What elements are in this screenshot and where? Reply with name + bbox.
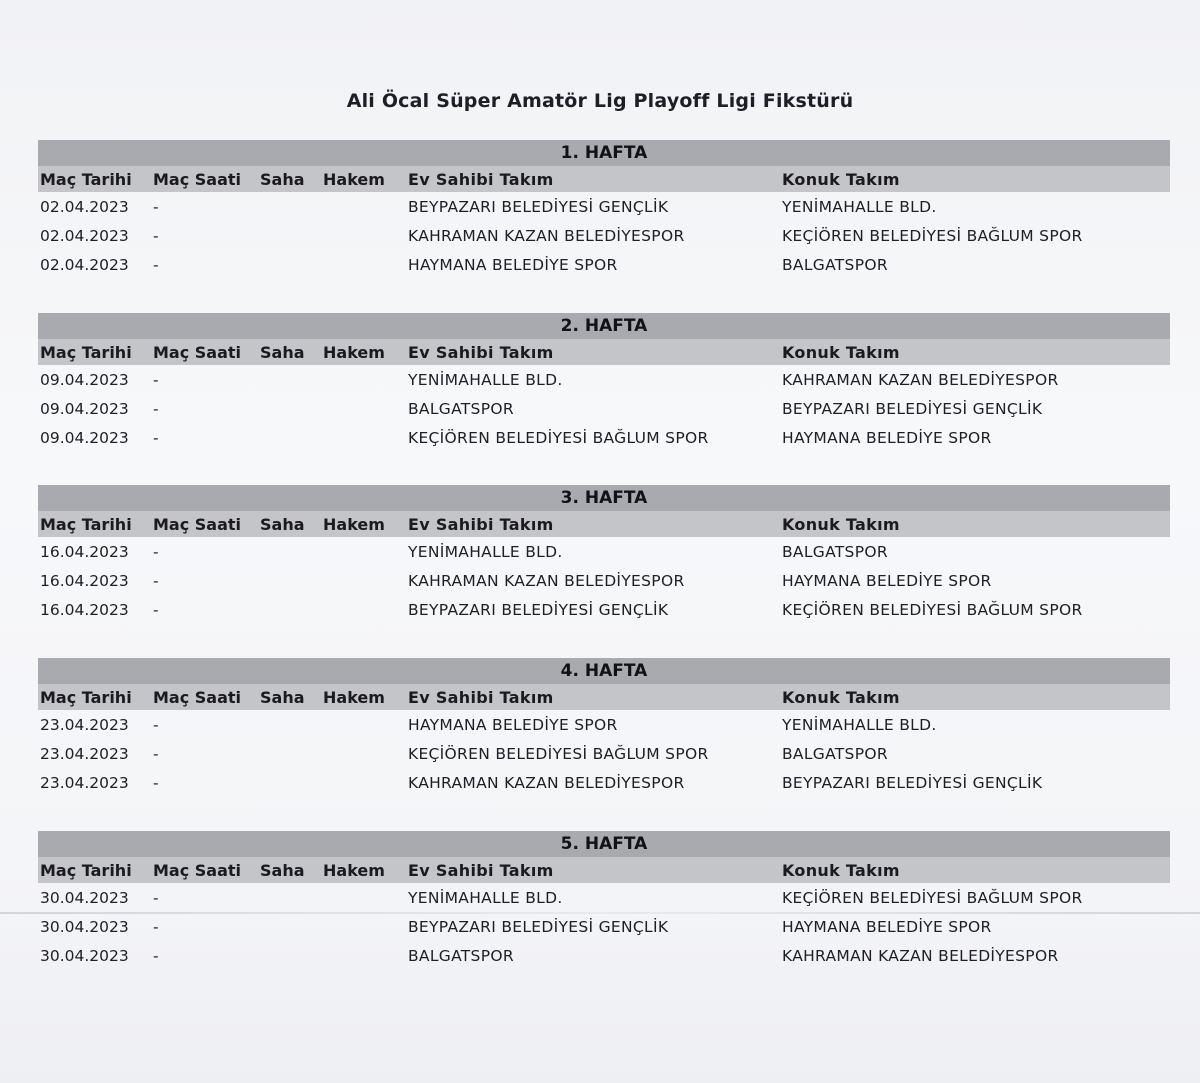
header-home-team: Ev Sahibi Takım [408, 860, 554, 880]
week-section [38, 313, 1170, 452]
week-title: 5. HAFTA [38, 831, 1170, 857]
match-row [38, 883, 1170, 912]
week-section [38, 140, 1170, 279]
header-match-time: Maç Saati [153, 514, 242, 534]
header-field: Saha [260, 860, 305, 880]
header-match-date: Maç Tarihi [40, 169, 132, 189]
home-team: BALGATSPOR [408, 399, 514, 418]
match-row [38, 250, 1170, 279]
match-date: 23.04.2023 [40, 715, 129, 734]
home-team: KEÇİÖREN BELEDİYESİ BAĞLUM SPOR [408, 428, 709, 447]
match-row [38, 912, 1170, 941]
header-away-team: Konuk Takım [782, 514, 900, 534]
match-time: - [153, 917, 159, 936]
away-team: KAHRAMAN KAZAN BELEDİYESPOR [782, 946, 1059, 965]
header-referee: Hakem [323, 169, 385, 189]
week-title: 4. HAFTA [38, 658, 1170, 684]
header-home-team: Ev Sahibi Takım [408, 687, 554, 707]
home-team: HAYMANA BELEDİYE SPOR [408, 715, 618, 734]
home-team: KAHRAMAN KAZAN BELEDİYESPOR [408, 773, 685, 792]
match-time: - [153, 888, 159, 907]
match-time: - [153, 370, 159, 389]
home-team: BEYPAZARI BELEDİYESİ GENÇLİK [408, 917, 669, 936]
away-team: YENİMAHALLE BLD. [782, 197, 937, 216]
home-team: KEÇİÖREN BELEDİYESİ BAĞLUM SPOR [408, 744, 709, 763]
week-title: 1. HAFTA [38, 140, 1170, 166]
match-date: 09.04.2023 [40, 428, 129, 447]
away-team: BEYPAZARI BELEDİYESİ GENÇLİK [782, 399, 1043, 418]
match-date: 23.04.2023 [40, 773, 129, 792]
match-time: - [153, 197, 159, 216]
match-row [38, 595, 1170, 624]
match-date: 16.04.2023 [40, 600, 129, 619]
match-time: - [153, 226, 159, 245]
header-match-time: Maç Saati [153, 342, 242, 362]
week-section [38, 831, 1170, 970]
header-home-team: Ev Sahibi Takım [408, 514, 554, 534]
header-away-team: Konuk Takım [782, 860, 900, 880]
match-time: - [153, 744, 159, 763]
away-team: BALGATSPOR [782, 744, 888, 763]
away-team: BALGATSPOR [782, 542, 888, 561]
home-team: BALGATSPOR [408, 946, 514, 965]
away-team: HAYMANA BELEDİYE SPOR [782, 571, 992, 590]
home-team: YENİMAHALLE BLD. [408, 370, 563, 389]
table-header-row [38, 339, 1170, 365]
match-date: 02.04.2023 [40, 255, 129, 274]
away-team: BALGATSPOR [782, 255, 888, 274]
match-row [38, 537, 1170, 566]
table-header-row [38, 511, 1170, 537]
match-date: 09.04.2023 [40, 370, 129, 389]
home-team: HAYMANA BELEDİYE SPOR [408, 255, 618, 274]
home-team: YENİMAHALLE BLD. [408, 888, 563, 907]
header-field: Saha [260, 342, 305, 362]
document-title: Ali Öcal Süper Amatör Lig Playoff Ligi Fikstürü [346, 90, 854, 112]
header-match-time: Maç Saati [153, 169, 242, 189]
header-home-team: Ev Sahibi Takım [408, 342, 554, 362]
match-time: - [153, 255, 159, 274]
header-home-team: Ev Sahibi Takım [408, 169, 554, 189]
match-time: - [153, 773, 159, 792]
header-match-time: Maç Saati [153, 687, 242, 707]
header-field: Saha [260, 687, 305, 707]
match-time: - [153, 542, 159, 561]
week-title: 2. HAFTA [38, 313, 1170, 339]
away-team: KEÇİÖREN BELEDİYESİ BAĞLUM SPOR [782, 226, 1083, 245]
away-team: BEYPAZARI BELEDİYESİ GENÇLİK [782, 773, 1043, 792]
header-field: Saha [260, 514, 305, 534]
match-date: 02.04.2023 [40, 197, 129, 216]
match-date: 23.04.2023 [40, 744, 129, 763]
header-referee: Hakem [323, 342, 385, 362]
match-time: - [153, 428, 159, 447]
match-time: - [153, 946, 159, 965]
match-row [38, 221, 1170, 250]
away-team: YENİMAHALLE BLD. [782, 715, 937, 734]
match-date: 30.04.2023 [40, 946, 129, 965]
match-row [38, 768, 1170, 797]
header-referee: Hakem [323, 514, 385, 534]
header-match-date: Maç Tarihi [40, 687, 132, 707]
match-date: 16.04.2023 [40, 571, 129, 590]
match-row [38, 566, 1170, 595]
week-section [38, 485, 1170, 624]
away-team: HAYMANA BELEDİYE SPOR [782, 428, 992, 447]
home-team: BEYPAZARI BELEDİYESİ GENÇLİK [408, 600, 669, 619]
header-away-team: Konuk Takım [782, 169, 900, 189]
header-referee: Hakem [323, 687, 385, 707]
away-team: KEÇİÖREN BELEDİYESİ BAĞLUM SPOR [782, 888, 1083, 907]
header-match-date: Maç Tarihi [40, 860, 132, 880]
match-row [38, 365, 1170, 394]
home-team: YENİMAHALLE BLD. [408, 542, 563, 561]
away-team: KEÇİÖREN BELEDİYESİ BAĞLUM SPOR [782, 600, 1083, 619]
match-row [38, 192, 1170, 221]
header-match-time: Maç Saati [153, 860, 242, 880]
match-time: - [153, 600, 159, 619]
header-referee: Hakem [323, 860, 385, 880]
header-away-team: Konuk Takım [782, 687, 900, 707]
match-time: - [153, 715, 159, 734]
away-team: HAYMANA BELEDİYE SPOR [782, 917, 992, 936]
header-match-date: Maç Tarihi [40, 342, 132, 362]
match-date: 09.04.2023 [40, 399, 129, 418]
match-row [38, 739, 1170, 768]
match-row [38, 710, 1170, 739]
away-team: KAHRAMAN KAZAN BELEDİYESPOR [782, 370, 1059, 389]
match-row [38, 423, 1170, 452]
table-header-row [38, 857, 1170, 883]
week-title: 3. HAFTA [38, 485, 1170, 511]
home-team: KAHRAMAN KAZAN BELEDİYESPOR [408, 571, 685, 590]
match-date: 02.04.2023 [40, 226, 129, 245]
match-time: - [153, 571, 159, 590]
header-field: Saha [260, 169, 305, 189]
match-time: - [153, 399, 159, 418]
match-row [38, 941, 1170, 970]
week-section [38, 658, 1170, 797]
table-header-row [38, 684, 1170, 710]
header-away-team: Konuk Takım [782, 342, 900, 362]
match-date: 30.04.2023 [40, 888, 129, 907]
table-header-row [38, 166, 1170, 192]
match-date: 30.04.2023 [40, 917, 129, 936]
home-team: KAHRAMAN KAZAN BELEDİYESPOR [408, 226, 685, 245]
home-team: BEYPAZARI BELEDİYESİ GENÇLİK [408, 197, 669, 216]
match-row [38, 394, 1170, 423]
match-date: 16.04.2023 [40, 542, 129, 561]
header-match-date: Maç Tarihi [40, 514, 132, 534]
